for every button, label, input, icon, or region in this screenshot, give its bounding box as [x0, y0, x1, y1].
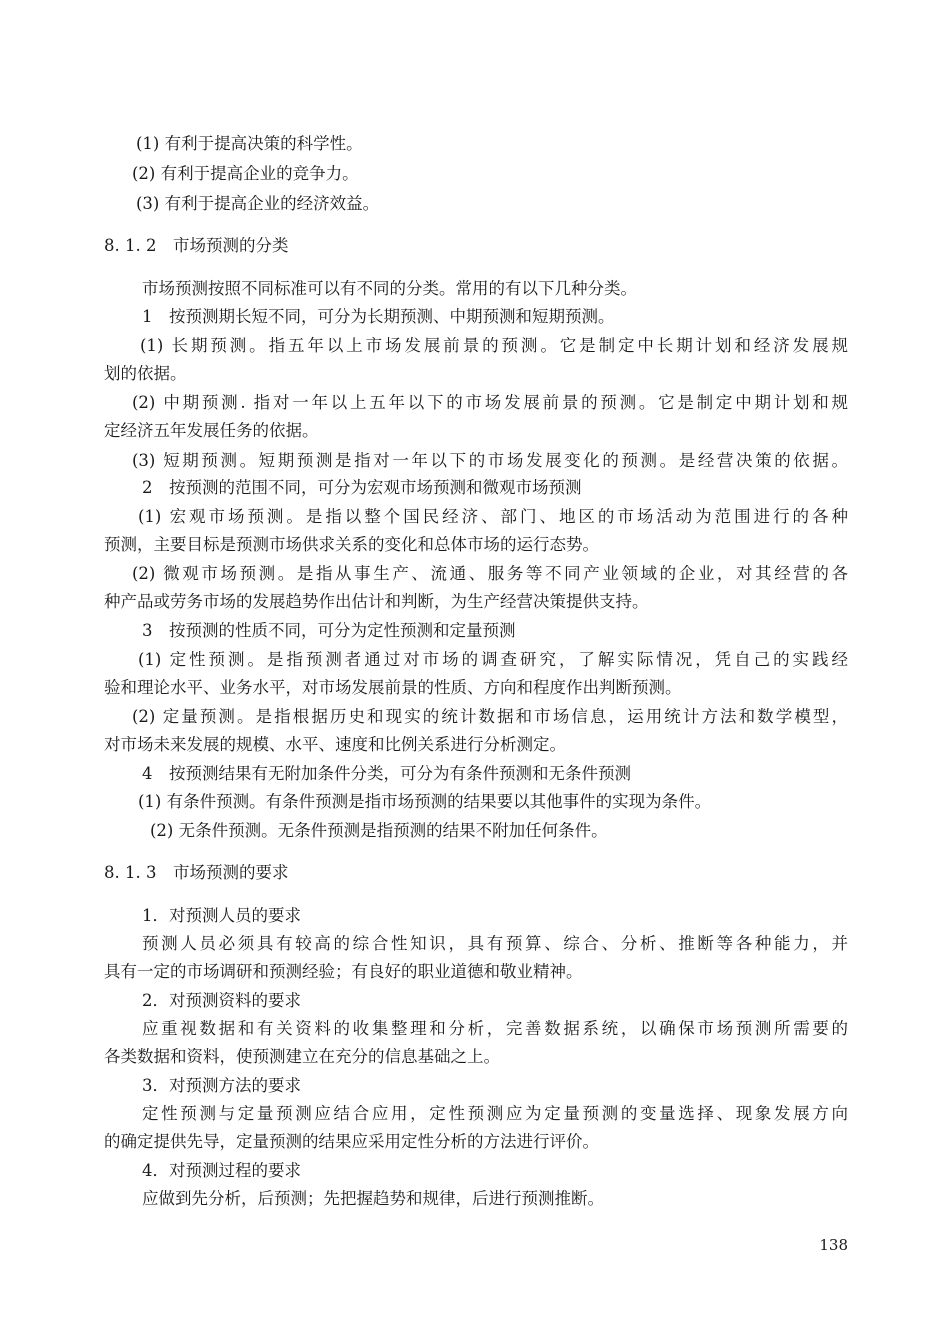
requirement-2-line-1: 应重视数据和有关资料的收集整理和分析，完善数据系统，以确保市场预测所需要的 — [142, 1019, 848, 1038]
benefit-item-1: (1) 有利于提高决策的科学性。 — [136, 134, 363, 153]
requirement-1-line-1: 预测人员必须具有较高的综合性知识，具有预算、综合、分析、推断等各种能力，并 — [142, 934, 848, 953]
benefit-item-3: (3) 有利于提高企业的经济效益。 — [136, 194, 380, 213]
long-term-forecast-line-2: 划的依据。 — [104, 364, 187, 383]
requirement-3-title: 3．对预测方法的要求 — [142, 1076, 301, 1095]
requirement-3-line-2: 的确定提供先导，定量预测的结果应采用定性分析的方法进行评价。 — [104, 1132, 599, 1151]
conditional-forecast: (1) 有条件预测。有条件预测是指市场预测的结果要以其他事件的实现为条件。 — [138, 792, 712, 811]
page-number: 138 — [819, 1236, 848, 1254]
requirement-4-title: 4．对预测过程的要求 — [142, 1161, 301, 1180]
macro-forecast-line-2: 预测，主要目标是预测市场供求关系的变化和总体市场的运行态势。 — [104, 535, 599, 554]
micro-forecast-line-1: (2) 微观市场预测。是指从事生产、流通、服务等不同产业领域的企业，对其经营的各 — [132, 564, 848, 583]
requirement-1-line-2: 具有一定的市场调研和预测经验；有良好的职业道德和敬业精神。 — [104, 962, 583, 981]
quantitative-forecast-line-2: 对市场未来发展的规模、水平、速度和比例关系进行分析测定。 — [104, 735, 566, 754]
short-term-forecast: (3) 短期预测。短期预测是指对一年以下的市场发展变化的预测。是经营决策的依据。 — [132, 451, 848, 470]
requirement-1-title: 1．对预测人员的要求 — [142, 906, 301, 925]
micro-forecast-line-2: 种产品或劳务市场的发展趋势作出估计和判断，为生产经营决策提供支持。 — [104, 592, 649, 611]
classification-2-title: 2 按预测的范围不同，可分为宏观市场预测和微观市场预测 — [142, 478, 582, 497]
qualitative-forecast-line-1: (1) 定性预测。是指预测者通过对市场的调查研究，了解实际情况，凭自己的实践经 — [138, 650, 848, 669]
unconditional-forecast: (2) 无条件预测。无条件预测是指预测的结果不附加任何条件。 — [150, 821, 608, 840]
benefit-item-2: (2) 有利于提高企业的竞争力。 — [132, 164, 359, 183]
long-term-forecast-line-1: (1) 长期预测。指五年以上市场发展前景的预测。它是制定中长期计划和经济发展规 — [140, 336, 848, 355]
classification-4-title: 4 按预测结果有无附加条件分类，可分为有条件预测和无条件预测 — [142, 764, 631, 783]
section-heading-8-1-2: 8. 1. 2 市场预测的分类 — [104, 236, 289, 255]
macro-forecast-line-1: (1) 宏观市场预测。是指以整个国民经济、部门、地区的市场活动为范围进行的各种 — [138, 507, 848, 526]
classification-1-title: 1 按预测期长短不同，可分为长期预测、中期预测和短期预测。 — [142, 307, 615, 326]
mid-term-forecast-line-1: (2) 中期预测. 指对一年以上五年以下的市场发展前景的预测。它是制定中期计划和规 — [132, 393, 848, 412]
requirement-2-line-2: 各类数据和资料，使预测建立在充分的信息基础之上。 — [104, 1047, 500, 1066]
quantitative-forecast-line-1: (2) 定量预测。是指根据历史和现实的统计数据和市场信息，运用统计方法和数学模型， — [132, 707, 848, 726]
section-heading-8-1-3: 8. 1. 3 市场预测的要求 — [104, 863, 289, 882]
mid-term-forecast-line-2: 定经济五年发展任务的依据。 — [104, 421, 319, 440]
classification-intro: 市场预测按照不同标准可以有不同的分类。常用的有以下几种分类。 — [142, 279, 637, 298]
requirement-3-line-1: 定性预测与定量预测应结合应用，定性预测应为定量预测的变量选择、现象发展方向 — [142, 1104, 848, 1123]
classification-3-title: 3 按预测的性质不同，可分为定性预测和定量预测 — [142, 621, 516, 640]
requirement-4-line-1: 应做到先分析，后预测；先把握趋势和规律，后进行预测推断。 — [142, 1189, 604, 1208]
qualitative-forecast-line-2: 验和理论水平、业务水平，对市场发展前景的性质、方向和程度作出判断预测。 — [104, 678, 682, 697]
requirement-2-title: 2．对预测资料的要求 — [142, 991, 301, 1010]
